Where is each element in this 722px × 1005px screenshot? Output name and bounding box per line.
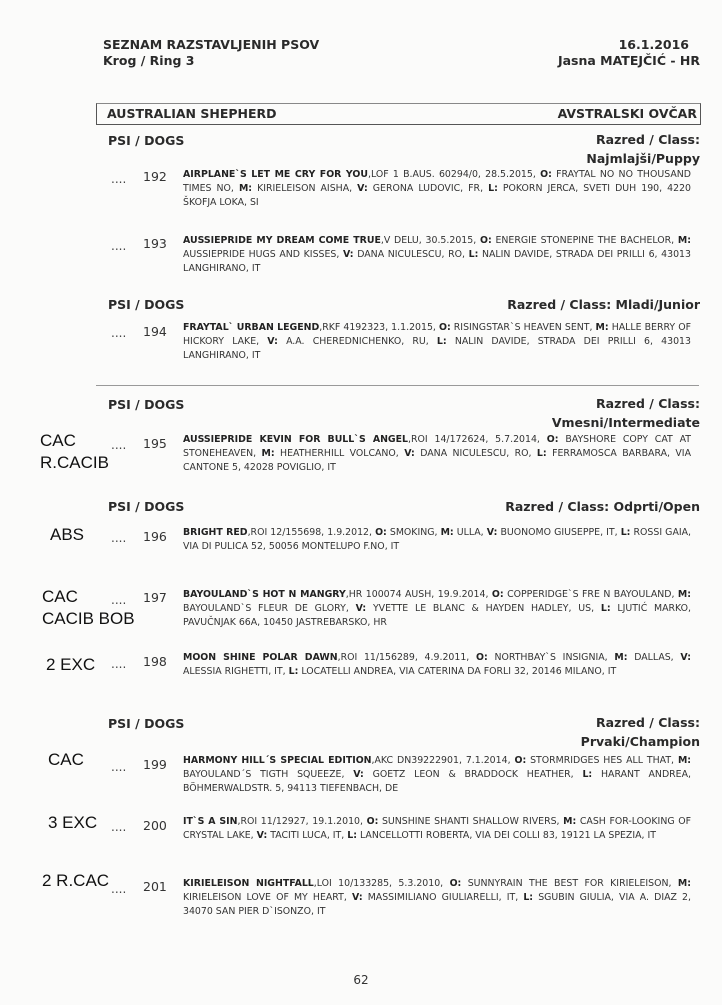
owner-label: L: [288,666,299,677]
breeder: DANA NICULESCU, RO, [357,249,469,260]
dog-name: AUSSIEPRIDE MY DREAM COME TRUE [183,235,381,246]
dam-label: M: [677,755,692,766]
sire-label: O: [476,652,488,663]
breeder: A.A. CHEREDNICHENKO, RU, [286,336,437,347]
dog-name: IT`S A SIN [183,816,238,827]
owner-label: L: [620,527,631,538]
dog-name: BAYOULAND`S HOT N MANGRY [183,589,346,600]
owner: LJUTIĆ MARKO, PAVUČNJAK 66A, 10450 JASTREBARSKO, HR [183,603,692,628]
breeder-label: V: [267,336,278,347]
registration: ,RKF 4192323, 1.1.2015, [319,322,439,333]
dog-name: AIRPLANE`S LET ME CRY FOR YOU [183,169,368,180]
dam: BAYOULAND`S FLEUR DE GLORY, [183,603,356,614]
entry-dots: .... [111,593,127,607]
owner: SGUBIN GIULIA, VIA A. DIAZ 2, 34070 SAN PIER D`ISONZO, IT [183,892,692,917]
dam: DALLAS, [634,652,681,663]
section-class [586,130,700,168]
breeder: TACITI LUCA, IT, [270,830,348,841]
dam-label: M: [238,183,253,194]
dam-label: M: [677,589,691,600]
dam: CASH FOR-LOOKING OF CRYSTAL LAKE, [183,816,692,841]
breeder-label: V: [256,830,268,841]
entry-text [183,754,691,796]
entry-number: 197 [143,590,167,605]
breeder-label: V: [486,527,498,538]
dog-name: HARMONY HILL´S SPECIAL EDITION [183,755,372,766]
owner-label: L: [523,892,534,903]
breeder-label: V: [404,448,415,459]
owner-label: L: [488,183,498,194]
class-line: Razred / Class: Mladi/Junior [507,297,700,312]
entry-number: 201 [143,879,167,894]
sire-label: O: [546,434,559,445]
dam-label: M: [614,652,628,663]
sire-label: O: [491,589,504,600]
dam-label: M: [563,816,577,827]
owner-label: L: [600,603,611,614]
sire-label: O: [514,755,527,766]
sire: NORTHBAY`S INSIGNIA, [494,652,615,663]
result-mark: CAC R.CACIB [40,431,109,472]
breeder-label: V: [680,652,691,663]
entry-text [183,433,691,475]
breeder: DANA NICULESCU, RO, [420,448,537,459]
sire-label: O: [375,527,387,538]
breeder-label: V: [357,183,368,194]
class-line: Razred / Class: [596,715,700,730]
result-mark: 2 EXC [46,655,96,674]
dam-label: M: [261,448,275,459]
owner: FERRAMOSCA BARBARA, VIA CANTONE 5, 42028 POVIGLIO, IT [183,448,691,473]
breed-header [96,103,701,125]
owner-label: L: [347,830,357,841]
judge: Jasna MATEJČIĆ - HR [557,53,700,68]
result-mark: 3 EXC [48,813,98,832]
breeder-label: V: [353,769,364,780]
dam: AUSSIEPRIDE HUGS AND KISSES, [183,249,343,260]
registration: ,ROI 12/155698, 1.9.2012, [247,527,376,538]
entry-number: 193 [143,236,167,251]
owner: NALIN DAVIDE, STRADA DEI PRILLI 6, 43013 LANGHIRANO, IT [183,336,691,361]
registration: ,ROI 14/172624, 5.7.2014, [408,434,547,445]
registration: ,HR 100074 AUSH, 19.9.2014, [345,589,492,600]
entry-text [183,526,691,554]
divider [96,385,699,386]
dam-label: M: [677,235,691,246]
sire: ENERGIE STONEPINE THE BACHELOR, [495,235,678,246]
sire-label: O: [449,878,462,889]
section-class [581,713,700,751]
section-class [552,394,700,432]
registration: ,LOI 10/133285, 5.3.2010, [313,878,450,889]
class-line: Razred / Class: [596,396,700,411]
sire-label: O: [540,169,552,180]
date: 16.1.2016 [618,37,689,52]
owner: NALIN DAVIDE, STRADA DEI PRILLI 6, 43013 LANGHIRANO, IT [183,249,691,274]
owner-label: L: [468,249,479,260]
entry-dots: .... [111,657,127,671]
entry-dots: .... [111,531,127,545]
entry-number: 196 [143,529,167,544]
entry-text [183,877,691,919]
dog-name: BRIGHT RED [183,527,248,538]
dam: HEATHERHILL VOLCANO, [280,448,405,459]
breeder: YVETTE LE BLANC & HAYDEN HADLEY, US, [372,603,601,614]
owner: LOCATELLI ANDREA, VIA CATERINA DA FORLI 32, 20146 MILANO, IT [301,666,617,677]
breeder-label: V: [342,249,354,260]
entry-text [183,651,691,679]
owner-label: L: [582,769,593,780]
entry-dots: .... [111,882,127,896]
breeder-label: V: [351,892,363,903]
result-mark: 2 R.CAC [42,871,110,890]
entry-text [183,321,691,363]
owner: POKORN JERCA, SVETI DUH 190, 4220 ŠKOFJA LOKA, SI [183,183,692,208]
registration: ,ROI 11/12927, 19.1.2010, [237,816,367,827]
registration: ,LOF 1 B.AUS. 60294/0, 28.5.2015, [367,169,541,180]
entry-number: 200 [143,818,167,833]
dam: BAYOULAND´S TIGTH SQUEEZE, [183,769,354,780]
entry-dots: .... [111,172,127,186]
section-label: PSI / DOGS [108,133,185,148]
entry-dots: .... [111,326,127,340]
owner: HARANT ANDREA, BÖHMERWALDSTR. 5, 94113 TIEFENBACH, DE [183,769,691,794]
entry-dots: .... [111,820,127,834]
page-number: 62 [353,973,369,987]
section-label: PSI / DOGS [108,499,185,514]
class-line: Vmesni/Intermediate [551,415,700,430]
sire: BAYSHORE COPY CAT AT STONEHEAVEN, [183,434,691,459]
entry-text [183,168,691,210]
breeder: GERONA LUDOVIC, FR, [372,183,489,194]
registration: ,ROI 11/156289, 4.9.2011, [337,652,477,663]
class-line: Najmlajši/Puppy [586,151,700,166]
sire: FRAYTAL NO NO THOUSAND TIMES NO, [183,169,691,194]
owner: ROSSI GAIA, VIA DI PULICA 52, 50056 MONTELUPO F.NO, IT [183,527,692,552]
registration: ,V DELU, 30.5.2015, [380,235,480,246]
entry-text [183,234,691,276]
sire-label: O: [480,235,492,246]
owner-label: L: [436,336,447,347]
sire: STORMRIDGES HES ALL THAT, [530,755,678,766]
breeder: ALESSIA RIGHETTI, IT, [183,666,289,677]
dam: HALLE BERRY OF HICKORY LAKE, [183,322,691,347]
breeder: GOETZ LEON & BRADDOCK HEATHER, [372,769,583,780]
sire: RISINGSTAR`S HEAVEN SENT, [453,322,596,333]
sire-label: O: [439,322,451,333]
dog-name: FRAYTAL` URBAN LEGEND [183,322,320,333]
sire: SMOKING, [389,527,441,538]
class-line: Razred / Class: Odprti/Open [505,499,700,514]
result-mark: CAC CACIB BOB [42,587,135,628]
ring-label: Krog / Ring 3 [103,53,195,68]
entry-dots: .... [111,239,127,253]
entry-number: 195 [143,436,167,451]
dam-label: M: [595,322,609,333]
registration: ,AKC DN39222901, 7.1.2014, [371,755,515,766]
list-title: SEZNAM RAZSTAVLJENIH PSOV [103,37,320,52]
class-line: Prvaki/Champion [580,734,700,749]
sire: COPPERIDGE`S FRE N BAYOULAND, [507,589,678,600]
section-label: PSI / DOGS [108,716,185,731]
dog-name: MOON SHINE POLAR DAWN [183,652,338,663]
dog-name: KIRIELEISON NIGHTFALL [183,878,314,889]
breeder: BUONOMO GIUSEPPE, IT, [500,527,621,538]
dam-label: M: [677,878,691,889]
section-label: PSI / DOGS [108,397,185,412]
dam: KIRIELEISON AISHA, [257,183,358,194]
entry-dots: .... [111,760,127,774]
section-class [505,497,700,516]
result-mark: CAC [48,750,84,769]
sire: SUNNYRAIN THE BEST FOR KIRIELEISON, [467,878,678,889]
breed-name-sl: AVSTRALSKI OVČAR [557,106,697,121]
dam-label: M: [440,527,454,538]
entry-number: 194 [143,324,167,339]
result-mark: ABS [50,525,85,544]
class-line: Razred / Class: [596,132,700,147]
section-class [507,295,700,314]
dog-name: AUSSIEPRIDE KEVIN FOR BULL`S ANGEL [183,434,408,445]
owner: LANCELLOTTI ROBERTA, VIA DEI COLLI 83, 19121 LA SPEZIA, IT [359,830,656,841]
entry-text [183,815,691,843]
breeder-label: V: [355,603,367,614]
breeder: MASSIMILIANO GIULIARELLI, IT, [367,892,524,903]
entry-number: 199 [143,757,167,772]
entry-number: 198 [143,654,167,669]
section-label: PSI / DOGS [108,297,185,312]
sire-label: O: [366,816,379,827]
entry-text [183,588,691,630]
breed-name-en: AUSTRALIAN SHEPHERD [107,106,277,121]
dam: ULLA, [456,527,487,538]
entry-number: 192 [143,169,167,184]
entry-dots: .... [111,438,127,452]
owner-label: L: [536,448,547,459]
sire: SUNSHINE SHANTI SHALLOW RIVERS, [381,816,564,827]
dam: KIRIELEISON LOVE OF MY HEART, [183,892,352,903]
